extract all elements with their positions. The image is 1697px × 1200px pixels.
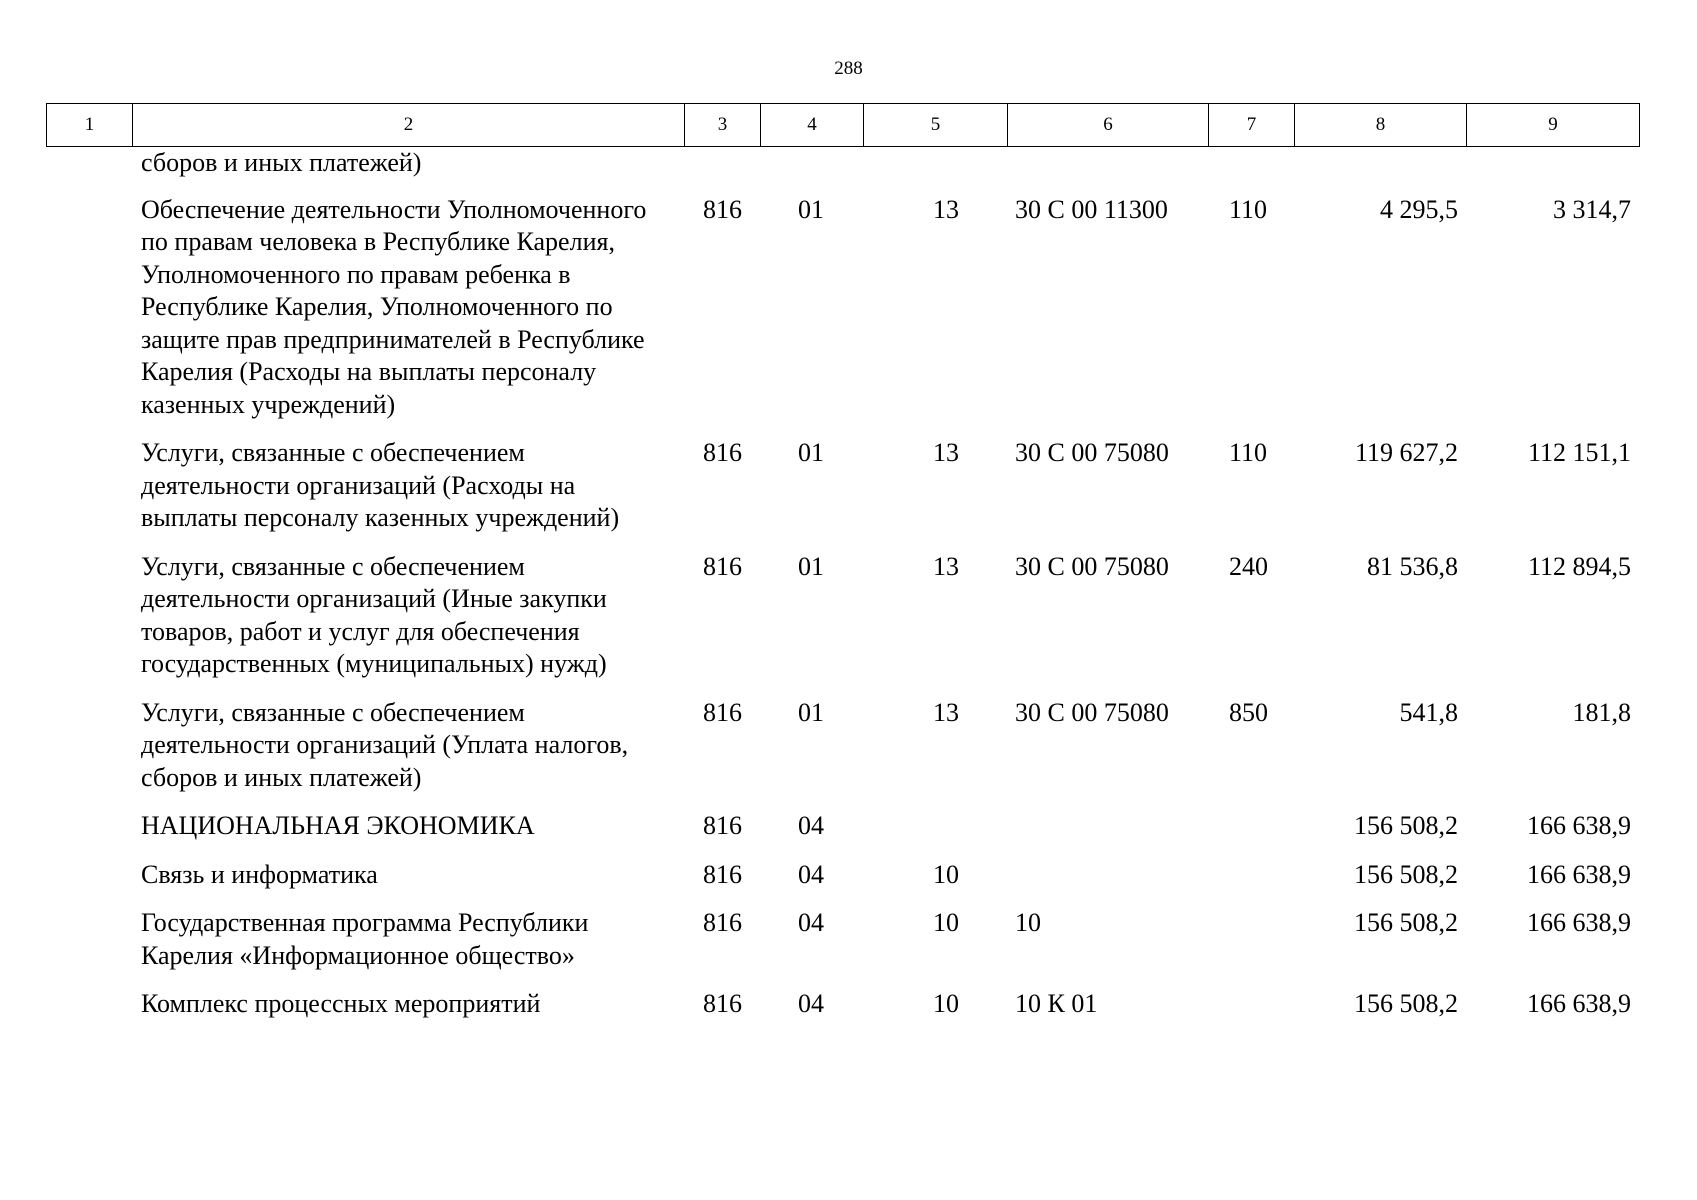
cell-amount-2: 112 151,1: [1527, 438, 1631, 467]
table-row: [46, 810, 1639, 859]
cell-expense-type: 850: [1229, 697, 1268, 727]
cell-section: [760, 147, 863, 194]
cell-name: НАЦИОНАЛЬНАЯ ЭКОНОМИКА: [141, 811, 535, 840]
cell-expense-type: [1208, 988, 1294, 1037]
cell-ministry: 816: [703, 697, 742, 727]
cell-ministry: 816: [703, 989, 742, 1018]
cell-target-article: 10 К 01: [1015, 989, 1098, 1018]
cell-amount-1: 156 508,2: [1354, 908, 1458, 937]
cell-target-article: 30 С 00 11300: [1015, 194, 1168, 224]
cell-subsection: 10: [933, 908, 959, 937]
header-cell-2: 2: [133, 104, 685, 147]
page-number: 288: [834, 58, 863, 79]
cell-subsection: 10: [933, 989, 959, 1018]
cell-section: 04: [798, 908, 824, 937]
header-row: [47, 104, 1640, 147]
cell-amount-1: 81 536,8: [1367, 551, 1458, 581]
cell-ministry: 816: [703, 811, 742, 840]
header-cell-4: 4: [761, 104, 864, 147]
cell-subsection: 10: [933, 859, 959, 889]
cell-target-article: [1007, 147, 1208, 194]
cell-expense-type: 110: [1229, 438, 1268, 467]
cell-name: Комплекс процессных мероприятий: [141, 989, 541, 1018]
cell-subsection: 13: [933, 551, 959, 581]
cell-ministry: 816: [703, 194, 742, 224]
budget-table: [46, 147, 1639, 1037]
cell-amount-2: [1466, 147, 1639, 194]
cell-amount-1: 541,8: [1399, 697, 1458, 727]
header-cell-7: 7: [1209, 104, 1295, 147]
cell-target-article: 30 С 00 75080: [1015, 438, 1169, 467]
cell-target-article: [1007, 810, 1208, 859]
cell-subsection: 13: [933, 194, 959, 224]
header-cell-8: 8: [1295, 104, 1467, 147]
table-row: [46, 907, 1639, 988]
cell-name: Обеспечение деятельности Уполномоченного по правам человека в Республике Карелия, Уполномоченного по правам ребенка в Республике Карелия, Уполномоченного по защите прав предпринимателей в Республике Карелия (Расходы на выплаты персоналу казенных учреждений): [141, 194, 647, 419]
cell-section: 04: [798, 989, 824, 1018]
cell-amount-2: 181,8: [1572, 697, 1631, 727]
cell-ministry: 816: [703, 551, 742, 581]
cell-amount-2: 112 894,5: [1527, 551, 1631, 581]
cell-amount-1: 156 508,2: [1354, 811, 1458, 840]
cell-section: 01: [798, 697, 824, 727]
cell-name: Услуги, связанные с обеспечением деятельности организаций (Расходы на выплаты персоналу казенных учреждений): [141, 438, 620, 532]
cell-section: 01: [798, 438, 824, 467]
cell-expense-type: [1208, 907, 1294, 988]
cell-amount-1: 156 508,2: [1354, 859, 1458, 889]
cell-subsection: 13: [933, 697, 959, 727]
cell-subsection: [863, 810, 1007, 859]
cell-expense-type: 110: [1229, 194, 1268, 224]
table-row: [46, 859, 1639, 908]
cell-name: Услуги, связанные с обеспечением деятельности организаций (Иные закупки товаров, работ и услуг для обеспечения государственных (муниципальных) нужд): [141, 551, 607, 678]
cell-amount-2: 166 638,9: [1527, 859, 1631, 889]
cell-subsection: 13: [933, 438, 959, 467]
table-row: [46, 194, 1639, 438]
cell-amount-1: [1294, 147, 1466, 194]
cell-ministry: 816: [703, 438, 742, 467]
cell-amount-2: 166 638,9: [1527, 908, 1631, 937]
header-cell-6: 6: [1008, 104, 1209, 147]
cell-amount-2: 3 314,7: [1553, 194, 1631, 224]
table-row: [46, 988, 1639, 1037]
cell-section: 01: [798, 194, 824, 224]
cell-amount-1: 119 627,2: [1354, 438, 1458, 467]
cell-section: 04: [798, 811, 824, 840]
cell-amount-2: 166 638,9: [1527, 811, 1631, 840]
cell-section: 01: [798, 551, 824, 581]
table-row: [46, 697, 1639, 811]
cell-name: Услуги, связанные с обеспечением деятельности организаций (Уплата налогов, сборов и иных платежей): [141, 697, 629, 792]
cell-target-article: 30 С 00 75080: [1015, 551, 1169, 581]
header-cell-1: 1: [47, 104, 133, 147]
cell-target-article: 10: [1015, 908, 1041, 937]
cell-amount-1: 156 508,2: [1354, 989, 1458, 1018]
table-row: [46, 551, 1639, 697]
table-row: [46, 437, 1639, 551]
header-cell-9: 9: [1467, 104, 1640, 147]
cell-amount-2: 166 638,9: [1527, 989, 1631, 1018]
header-cell-3: 3: [685, 104, 761, 147]
cell-amount-1: 4 295,5: [1380, 194, 1458, 224]
cell-ministry: 816: [703, 859, 742, 889]
cell-expense-type: [1208, 810, 1294, 859]
cell-name: Связь и информатика: [141, 859, 378, 889]
cell-name: Государственная программа Республики Карелия «Информационное общество»: [141, 908, 589, 970]
cell-expense-type: [1208, 147, 1294, 194]
cell-ministry: [684, 147, 760, 194]
cell-target-article: 30 С 00 75080: [1015, 697, 1169, 727]
table-header: [46, 103, 1640, 147]
cell-name: сборов и иных платежей): [141, 148, 422, 177]
cell-expense-type: 240: [1229, 551, 1268, 581]
table-row: [46, 147, 1639, 194]
cell-section: 04: [798, 859, 824, 889]
cell-subsection: [863, 147, 1007, 194]
header-cell-5: 5: [864, 104, 1008, 147]
cell-target-article: [1007, 859, 1208, 908]
cell-ministry: 816: [703, 908, 742, 937]
cell-expense-type: [1208, 859, 1294, 908]
